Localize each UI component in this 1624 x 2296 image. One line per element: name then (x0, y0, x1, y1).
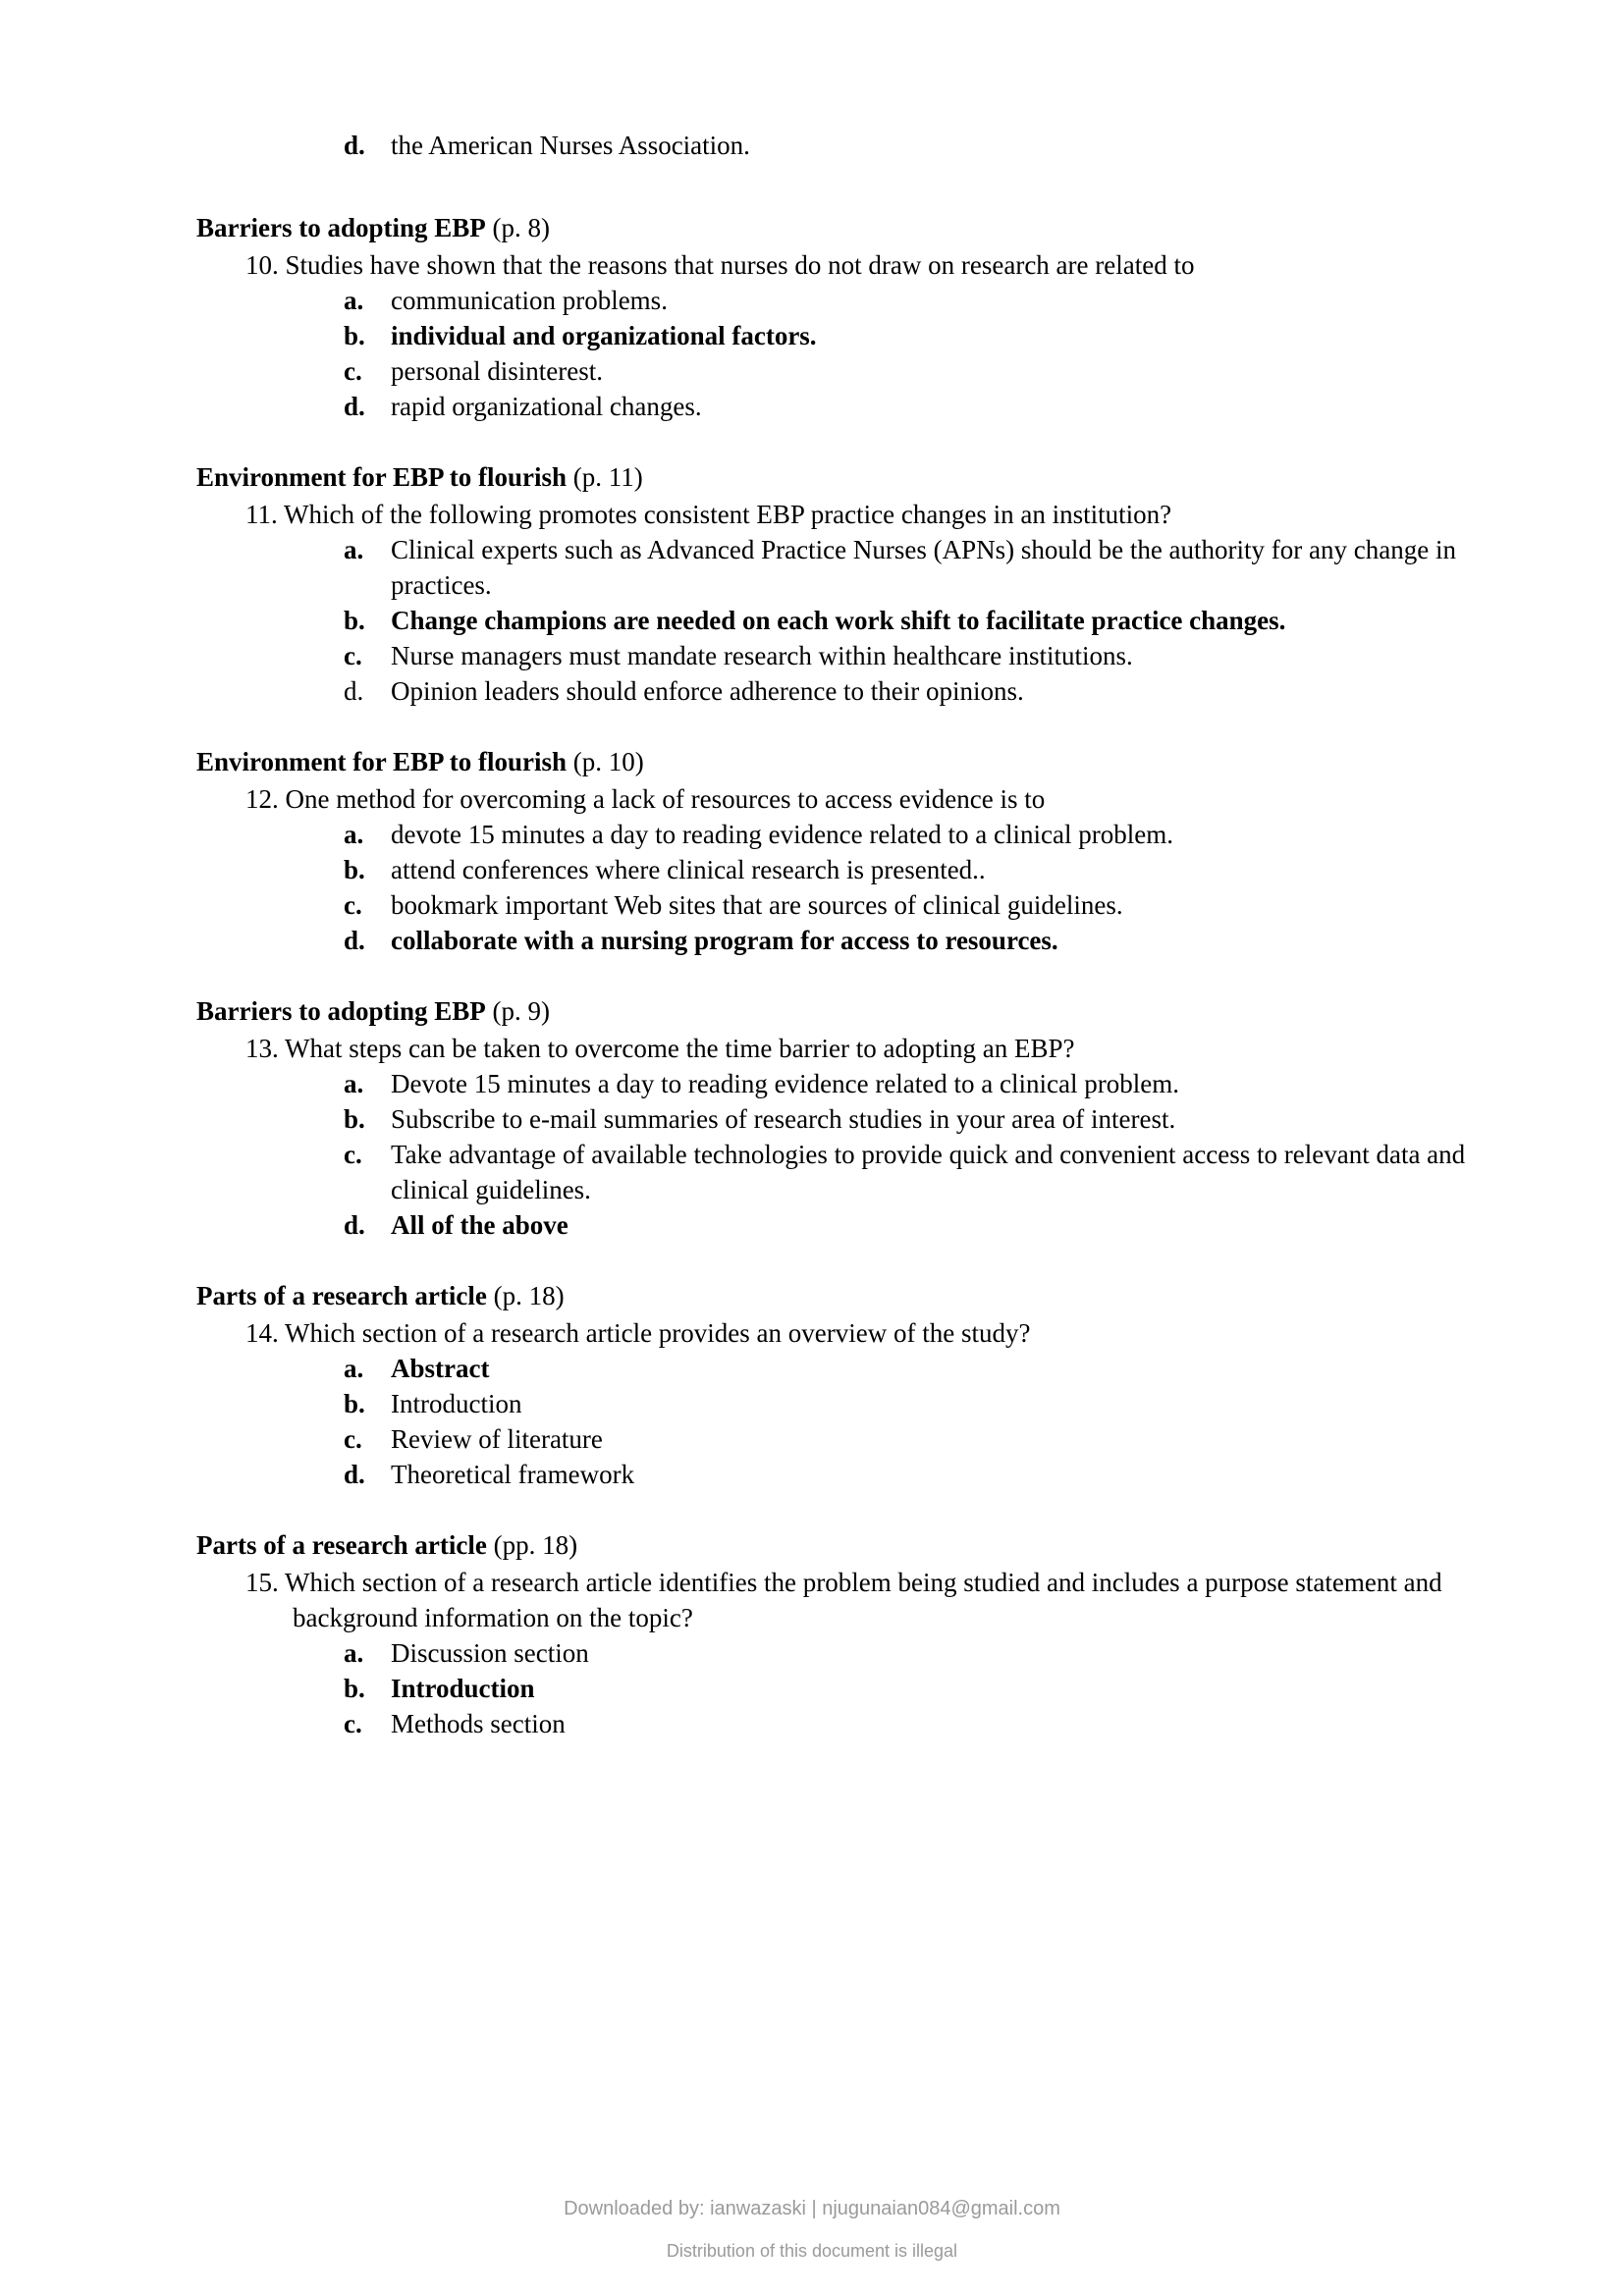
question-blocks (196, 210, 1483, 1741)
question-number: 12. (245, 784, 279, 814)
option-text: Introduction (391, 1674, 535, 1703)
question-block (196, 210, 1483, 424)
question-block (196, 1527, 1483, 1741)
option-text: bookmark important Web sites that are sources of clinical guidelines. (391, 890, 1123, 920)
question-text: Which section of a research article provides an overview of the study? (285, 1318, 1031, 1348)
option-text: Discussion section (391, 1638, 589, 1668)
list-item (196, 353, 1483, 389)
section-heading-pageref: (p. 10) (572, 747, 644, 776)
option-list (196, 1066, 1483, 1243)
option-text: attend conferences where clinical research is presented.. (391, 855, 986, 884)
option-text: Change champions are needed on each work shift to facilitate practice changes. (391, 606, 1286, 635)
option-letter: d. (344, 926, 365, 955)
question-number: 14. (245, 1318, 279, 1348)
option-letter: d. (344, 392, 365, 421)
option-list (196, 1351, 1483, 1492)
section-heading-title: Environment for EBP to flourish (196, 462, 568, 492)
question-line (196, 1565, 1483, 1635)
orphan-option-block (196, 128, 1483, 163)
option-text: the American Nurses Association. (391, 131, 750, 160)
option-letter: c. (344, 1140, 362, 1169)
option-letter: b. (344, 1674, 365, 1703)
list-item (196, 1386, 1483, 1421)
option-text: Nurse managers must mandate research within healthcare institutions. (391, 641, 1133, 670)
question-number: 15. (245, 1568, 279, 1597)
option-text: Introduction (391, 1389, 522, 1418)
option-list (196, 283, 1483, 424)
list-item (196, 1671, 1483, 1706)
option-text: Opinion leaders should enforce adherence to their opinions. (391, 676, 1024, 706)
list-item (196, 1207, 1483, 1243)
section-heading (196, 1278, 1483, 1313)
section-heading (196, 744, 1483, 779)
section-heading-title: Barriers to adopting EBP (196, 996, 486, 1026)
footer-distribution-notice: Distribution of this document is illegal (666, 2241, 958, 2261)
option-letter: a. (344, 820, 364, 849)
option-text: Take advantage of available technologies to provide quick and convenient access to relevant data and clinical guidelines. (391, 1140, 1466, 1204)
section-heading-pageref: (p. 8) (492, 213, 550, 242)
list-item (196, 1706, 1483, 1741)
list-item (196, 923, 1483, 958)
option-list (196, 1635, 1483, 1741)
option-letter: a. (344, 1069, 364, 1098)
option-text: personal disinterest. (391, 356, 603, 386)
option-letter: b. (344, 606, 365, 635)
option-text: Clinical experts such as Advanced Practice Nurses (APNs) should be the authority for any change in practices. (391, 535, 1456, 600)
option-text: Abstract (391, 1354, 490, 1383)
option-letter: c. (344, 890, 362, 920)
list-item (196, 1351, 1483, 1386)
question-line (196, 497, 1483, 532)
question-line (196, 781, 1483, 817)
option-letter: d. (344, 1210, 365, 1240)
option-text: collaborate with a nursing program for access to resources. (391, 926, 1058, 955)
option-letter: c. (344, 1709, 362, 1738)
list-item (196, 1421, 1483, 1457)
option-letter: b. (344, 1389, 365, 1418)
option-text: Devote 15 minutes a day to reading evidence related to a clinical problem. (391, 1069, 1179, 1098)
section-heading-pageref: (p. 11) (572, 462, 643, 492)
option-letter: a. (344, 535, 364, 564)
option-letter: d. (344, 1460, 365, 1489)
list-item (196, 817, 1483, 852)
section-heading-title: Parts of a research article (196, 1281, 487, 1310)
question-text: Which of the following promotes consistent EBP practice changes in an institution? (284, 500, 1172, 529)
option-letter: c. (344, 356, 362, 386)
list-item (196, 283, 1483, 318)
section-heading-title: Barriers to adopting EBP (196, 213, 486, 242)
list-item (196, 389, 1483, 424)
question-number: 13. (245, 1034, 279, 1063)
question-line (196, 247, 1483, 283)
question-block (196, 459, 1483, 709)
section-heading-pageref: (pp. 18) (493, 1530, 578, 1560)
option-letter: a. (344, 1354, 364, 1383)
question-block (196, 744, 1483, 958)
question-text: One method for overcoming a lack of resources to access evidence is to (285, 784, 1046, 814)
option-letter: a. (344, 286, 364, 315)
section-heading (196, 993, 1483, 1029)
list-item (196, 1137, 1483, 1207)
list-item (196, 1457, 1483, 1492)
document-content (196, 128, 1483, 1741)
section-heading-title: Environment for EBP to flourish (196, 747, 568, 776)
option-letter: c. (344, 1424, 362, 1454)
list-item (196, 318, 1483, 353)
list-item (196, 1635, 1483, 1671)
option-text: Methods section (391, 1709, 566, 1738)
question-line (196, 1031, 1483, 1066)
question-number: 10. (245, 250, 279, 280)
option-text: devote 15 minutes a day to reading evidence related to a clinical problem. (391, 820, 1173, 849)
question-block (196, 1278, 1483, 1492)
section-heading-pageref: (p. 9) (492, 996, 550, 1026)
list-item (196, 1101, 1483, 1137)
option-text: Review of literature (391, 1424, 603, 1454)
option-letter: b. (344, 1104, 365, 1134)
question-block (196, 993, 1483, 1243)
section-heading-title: Parts of a research article (196, 1530, 487, 1560)
option-text: communication problems. (391, 286, 668, 315)
option-text: Theoretical framework (391, 1460, 635, 1489)
list-item (196, 673, 1483, 709)
orphan-option-list (196, 128, 1483, 163)
question-text: Which section of a research article identifies the problem being studied and includes a purpose statement and background information on the topic? (285, 1568, 1442, 1632)
section-heading (196, 210, 1483, 245)
option-letter: b. (344, 321, 365, 350)
option-letter: d. (344, 676, 364, 706)
option-text: individual and organizational factors. (391, 321, 817, 350)
list-item (196, 638, 1483, 673)
list-item (196, 852, 1483, 887)
list-item (196, 887, 1483, 923)
footer-watermark (0, 2194, 1624, 2265)
section-heading-pageref: (p. 18) (493, 1281, 565, 1310)
question-line (196, 1315, 1483, 1351)
list-item (196, 603, 1483, 638)
option-list (196, 817, 1483, 958)
footer-download-info: Downloaded by: ianwazaski | njugunaian084@gmail.com (564, 2198, 1060, 2219)
question-text: What steps can be taken to overcome the time barrier to adopting an EBP? (285, 1034, 1075, 1063)
list-item (196, 128, 1483, 163)
option-text: rapid organizational changes. (391, 392, 702, 421)
option-letter: c. (344, 641, 362, 670)
section-heading (196, 1527, 1483, 1563)
list-item (196, 1066, 1483, 1101)
option-text: All of the above (391, 1210, 568, 1240)
question-number: 11. (245, 500, 278, 529)
question-text: Studies have shown that the reasons that nurses do not draw on research are related to (285, 250, 1195, 280)
section-heading (196, 459, 1483, 495)
option-text: Subscribe to e-mail summaries of research studies in your area of interest. (391, 1104, 1176, 1134)
option-letter: d. (344, 131, 365, 160)
option-letter: a. (344, 1638, 364, 1668)
option-letter: b. (344, 855, 365, 884)
option-list (196, 532, 1483, 709)
list-item (196, 532, 1483, 603)
